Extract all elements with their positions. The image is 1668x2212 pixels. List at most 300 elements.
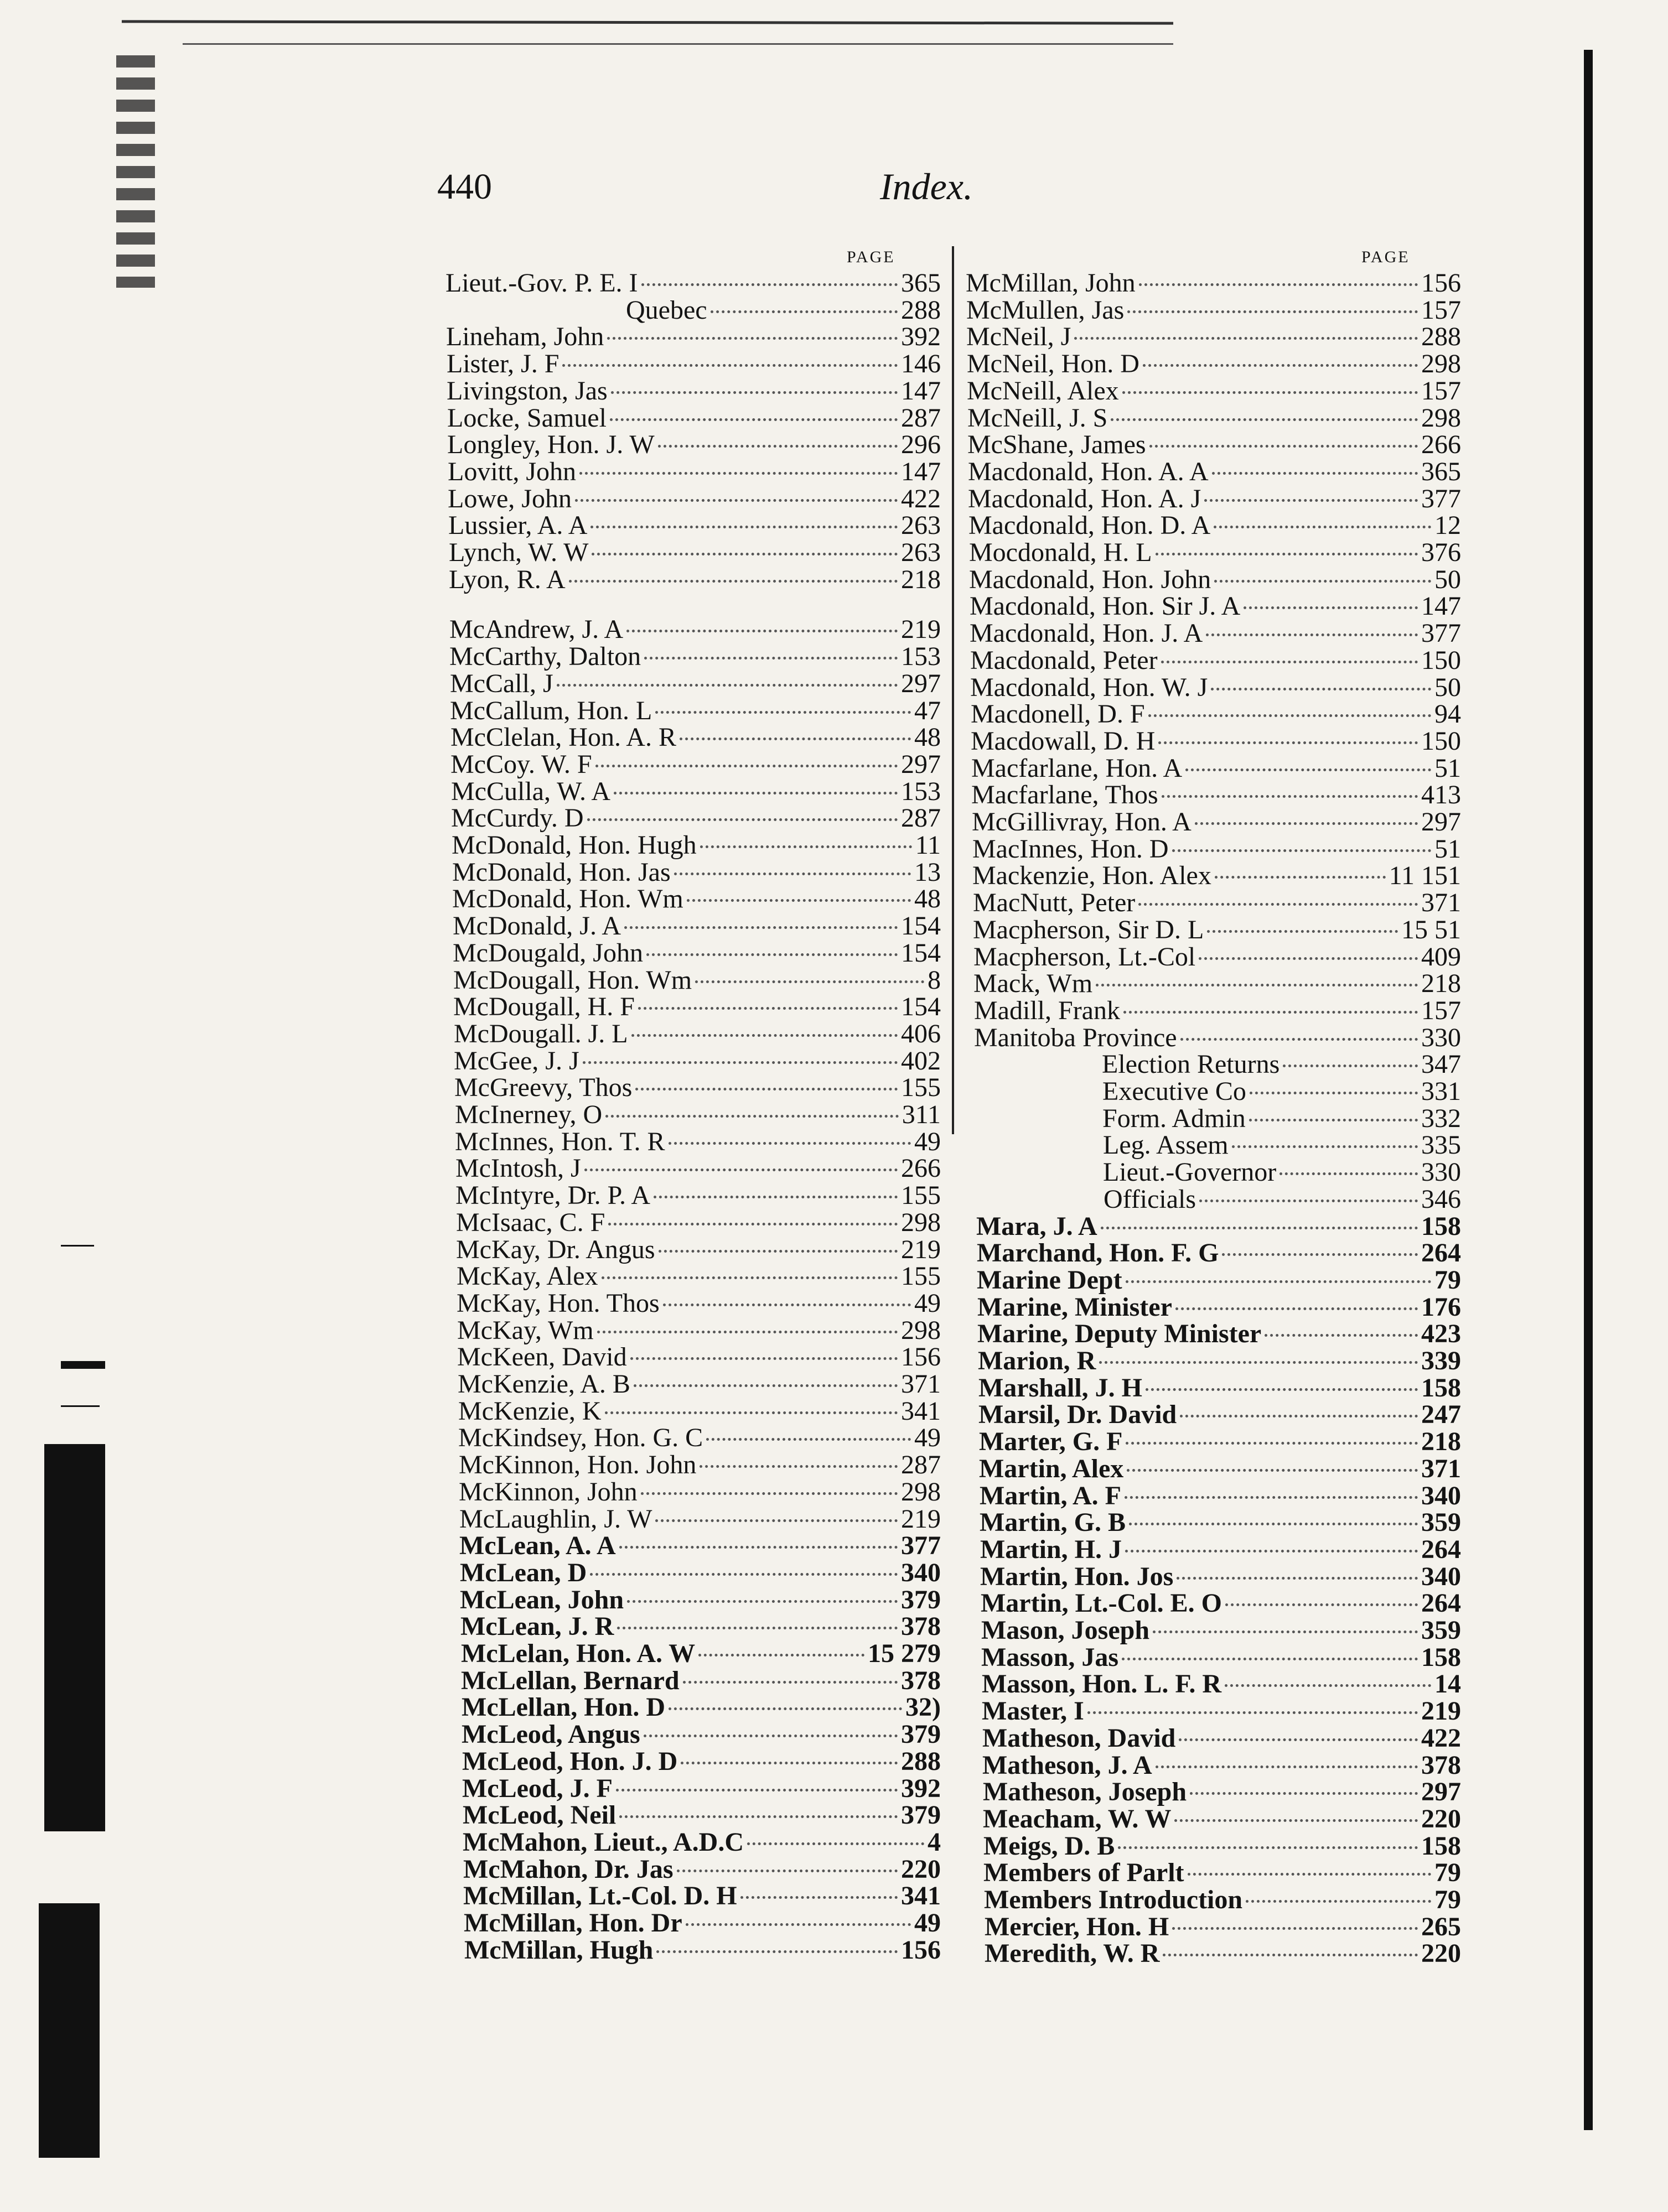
dot-leader [1074, 337, 1418, 340]
index-entry [971, 728, 1461, 755]
index-entry [977, 1240, 1461, 1266]
index-entry [455, 1155, 941, 1182]
index-entry [983, 1860, 1461, 1886]
entry-name: Martin, G. B [980, 1508, 1126, 1538]
index-entry [971, 782, 1461, 808]
index-entry [977, 1267, 1461, 1294]
entry-page-number: 297 [1421, 1777, 1461, 1807]
entry-page-number: 378 [901, 1665, 941, 1695]
index-entry [456, 1209, 941, 1236]
index-entry [967, 432, 1461, 458]
entry-page-number: 340 [1421, 1561, 1461, 1591]
dot-leader [1146, 1388, 1418, 1391]
dot-leader [700, 845, 912, 848]
index-entry [447, 432, 941, 458]
index-entry [464, 1910, 941, 1936]
entry-name: McMillan, Lt.-Col. D. H [463, 1881, 737, 1911]
binding-artifact-top [116, 55, 155, 288]
index-entry [981, 1617, 1461, 1644]
entry-name: McCurdy. D [451, 803, 584, 833]
index-entry [462, 1775, 941, 1802]
entry-name: McMullen, Jas [966, 295, 1125, 325]
dot-leader [1215, 876, 1386, 879]
index-entry [1102, 1105, 1461, 1132]
entry-name: McInerney, O [455, 1100, 603, 1129]
dot-leader [1199, 957, 1418, 960]
entry-page-number: 287 [901, 803, 941, 833]
entry-name: McLeod, Hon. J. D [462, 1746, 678, 1776]
index-entry [968, 486, 1461, 512]
dot-leader [644, 1735, 898, 1737]
entry-name: McDonald, Hon. Wm [452, 884, 683, 914]
index-entry [972, 836, 1461, 863]
index-entry [980, 1561, 1461, 1591]
entry-name: McKindsey, Hon. G. C [458, 1423, 703, 1453]
entry-name: Marion, R [978, 1346, 1096, 1375]
index-entry [457, 1290, 941, 1317]
entry-page-number: 49 [914, 1126, 941, 1156]
entry-name: Macdonald, Hon. A. A [968, 456, 1209, 486]
index-entry [458, 1425, 941, 1451]
index-entry [452, 886, 941, 912]
entry-page-number: 378 [1421, 1750, 1461, 1780]
entry-name: Mocdonald, H. L [969, 538, 1152, 567]
index-entry [972, 863, 1461, 889]
dot-leader [1212, 472, 1418, 475]
dot-leader [1153, 1631, 1418, 1633]
index-entry [1103, 1132, 1461, 1159]
entry-page-number: 218 [1421, 1427, 1461, 1457]
index-entry [461, 1640, 941, 1667]
index-entry [453, 967, 941, 994]
index-entry [977, 1294, 1461, 1321]
entry-page-number: 247 [1421, 1400, 1461, 1430]
dot-leader [683, 1681, 898, 1684]
index-entry [451, 805, 941, 832]
entry-page-number: 150 [1421, 726, 1461, 756]
entry-page-number: 14 [1434, 1669, 1461, 1699]
entry-page-number: 379 [901, 1720, 941, 1749]
entry-name: Masson, Hon. L. F. R [982, 1669, 1221, 1699]
index-entry [973, 970, 1461, 997]
entry-name: Lieut.-Governor [1103, 1157, 1277, 1187]
index-entry [1103, 1159, 1461, 1186]
entry-name: McLellan, Hon. D [462, 1692, 665, 1722]
index-entry [448, 512, 941, 539]
index-entry [447, 405, 941, 432]
entry-name: McKay, Alex [457, 1261, 598, 1291]
index-entry [449, 564, 941, 594]
index-entry [976, 1213, 1461, 1240]
entry-name: Madill, Frank [974, 995, 1120, 1025]
dot-leader [677, 1870, 898, 1872]
entry-name: McMillan, John [966, 268, 1136, 298]
entry-page-number: 155 [901, 1073, 941, 1103]
index-entry [459, 1479, 941, 1505]
entry-name: McNeill, Alex [967, 376, 1119, 406]
dot-leader [740, 1896, 898, 1899]
dot-leader [1190, 1792, 1418, 1795]
index-entry [461, 1665, 941, 1695]
entry-name: McLean, D [460, 1557, 587, 1587]
entry-page-number: 341 [901, 1396, 941, 1426]
entry-page-number: 379 [901, 1585, 941, 1614]
dot-leader [1143, 364, 1418, 367]
dot-leader [1244, 606, 1418, 609]
index-entry [966, 297, 1461, 324]
dot-leader [1111, 418, 1418, 421]
dot-leader [607, 337, 898, 340]
entry-page-number: 8 [928, 965, 941, 995]
entry-name: McLean, A. A [459, 1531, 616, 1561]
entry-name: McDougald, John [453, 938, 643, 968]
entry-page-number: 379 [901, 1800, 941, 1830]
entry-name: Martin, Hon. Jos [980, 1561, 1174, 1591]
index-entry [457, 1263, 941, 1290]
dot-leader [700, 1465, 898, 1468]
index-entry [983, 1779, 1461, 1805]
index-entry [970, 620, 1461, 647]
index-entry [980, 1509, 1461, 1536]
entry-name: McKay, Hon. Thos [457, 1288, 660, 1318]
entry-page-number: 347 [1421, 1050, 1461, 1079]
index-entry [460, 1587, 941, 1613]
index-entry [446, 324, 941, 350]
binding-artifact-middle [44, 1444, 105, 1831]
entry-name: McMillan, Hon. Dr [464, 1908, 682, 1938]
dot-leader [575, 499, 898, 502]
entry-name: Election Returns [1102, 1050, 1280, 1079]
entry-page-number: 263 [901, 511, 941, 541]
dot-leader [1188, 1873, 1431, 1876]
dot-leader [656, 1950, 898, 1953]
entry-name: McNeill, J. S [967, 403, 1108, 433]
dot-leader [681, 1762, 898, 1764]
entry-name: McDonald, J. A [453, 911, 621, 941]
scan-rule-top [122, 20, 1173, 24]
dot-leader [655, 1519, 898, 1522]
index-entry [985, 1940, 1461, 1967]
dot-leader [1156, 553, 1418, 555]
entry-name: Quebec [626, 295, 707, 325]
entry-name: Macfarlane, Hon. A [971, 753, 1183, 783]
dot-leader [605, 1115, 899, 1118]
index-entry [459, 1506, 941, 1533]
entry-page-number: 219 [901, 1234, 941, 1264]
index-entry [966, 324, 1461, 350]
dot-leader [1127, 310, 1418, 313]
index-entry [971, 701, 1461, 728]
entry-name: Marchand, Hon. F. G [977, 1238, 1219, 1268]
dot-leader [674, 873, 911, 875]
entry-page-number: 264 [1421, 1534, 1461, 1564]
dot-leader [1161, 661, 1418, 663]
entry-name: McKenzie, K [458, 1396, 602, 1426]
dot-leader [608, 1223, 898, 1226]
entry-name: Macdonald, Hon. D. A [968, 511, 1211, 541]
index-entry [966, 270, 1461, 297]
entry-name: Marsil, Dr. David [978, 1400, 1177, 1430]
index-entry [459, 1452, 941, 1478]
entry-page-number: 12 [1434, 511, 1461, 541]
entry-page-number: 157 [1421, 995, 1461, 1025]
dot-leader [1156, 1766, 1418, 1768]
entry-page-number: 266 [1421, 430, 1461, 460]
entry-name: McGillivray, Hon. A [972, 807, 1192, 837]
entry-page-number: 50 [1434, 672, 1461, 702]
index-entry [458, 1398, 941, 1425]
index-entry [458, 1371, 941, 1398]
entry-name: McIntyre, Dr. P. A [455, 1181, 650, 1211]
left-column-page-heading: PAGE [847, 248, 895, 266]
entry-name: Locke, Samuel [447, 403, 607, 433]
entry-page-number: 218 [901, 564, 941, 594]
entry-name: Manitoba Province [974, 1022, 1177, 1052]
entry-name: Macdowall, D. H [971, 726, 1156, 756]
entry-page-number: 332 [1421, 1103, 1461, 1133]
entry-name: Matheson, David [982, 1723, 1176, 1753]
index-entry [968, 456, 1461, 486]
dot-leader [698, 1654, 864, 1657]
dot-leader [1096, 984, 1418, 986]
index-entry [973, 944, 1461, 970]
index-entry [449, 616, 941, 643]
entry-page-number: 287 [901, 403, 941, 433]
entry-name: Martin, A. F [980, 1481, 1121, 1510]
index-entry [454, 1021, 941, 1047]
entry-page-number: 378 [901, 1612, 941, 1642]
dot-leader [1126, 1442, 1418, 1445]
dot-leader [1175, 1307, 1418, 1310]
dot-leader [1225, 1603, 1418, 1606]
index-entry [446, 270, 941, 297]
entry-name: MacInnes, Hon. D [972, 834, 1169, 864]
index-entry [971, 755, 1461, 782]
dot-leader [1101, 1227, 1418, 1229]
entry-page-number: 146 [901, 349, 941, 379]
entry-page-number: 298 [1421, 349, 1461, 379]
entry-page-number: 47 [914, 695, 941, 725]
entry-page-number: 287 [901, 1450, 941, 1480]
dot-leader [638, 1007, 898, 1010]
dot-leader [597, 1331, 898, 1333]
entry-name: Macfarlane, Thos [971, 780, 1158, 810]
index-entry [973, 890, 1461, 916]
dot-leader [569, 580, 898, 583]
entry-page-number: 359 [1421, 1616, 1461, 1645]
entry-page-number: 330 [1421, 1157, 1461, 1187]
entry-page-number: 176 [1421, 1292, 1461, 1322]
index-entry [463, 1883, 941, 1909]
index-entry [982, 1752, 1461, 1779]
dot-leader [616, 1789, 898, 1792]
entry-page-number: 297 [901, 749, 941, 779]
entry-page-number: 330 [1421, 1022, 1461, 1052]
entry-page-number: 297 [1421, 807, 1461, 837]
dot-leader [669, 1707, 902, 1710]
index-entry [455, 1126, 941, 1156]
entry-name: Meigs, D. B [983, 1831, 1115, 1861]
entry-name: McLean, John [460, 1585, 624, 1614]
dot-leader [641, 283, 898, 286]
entry-page-number: 371 [1421, 1453, 1461, 1483]
entry-page-number: 298 [901, 1477, 941, 1507]
entry-name: McDougall, H. F [453, 992, 635, 1022]
column-divider [952, 246, 954, 1134]
index-entry [980, 1536, 1461, 1563]
entry-page-number: 32) [905, 1692, 941, 1722]
entry-page-number: 340 [1421, 1481, 1461, 1510]
entry-page-number: 371 [1421, 888, 1461, 918]
dot-leader [627, 1600, 898, 1603]
entry-name: McDougall. J. L [454, 1019, 628, 1048]
dot-leader [1125, 1496, 1418, 1499]
dot-leader [562, 364, 898, 367]
entry-name: McIntosh, J [455, 1154, 581, 1183]
index-entry [450, 751, 941, 778]
dot-leader [1122, 391, 1418, 394]
entry-name: Lieut.-Gov. P. E. I [446, 268, 638, 298]
dot-leader [641, 1492, 898, 1495]
scan-rule-top-secondary [183, 43, 1173, 45]
entry-page-number: 51 [1434, 834, 1461, 864]
entry-name: Macdonell, D. F [971, 699, 1145, 729]
dot-leader [624, 926, 898, 929]
entry-page-number: 11 151 [1389, 861, 1461, 891]
index-entry [456, 1234, 941, 1264]
entry-name: Macpherson, Lt.-Col [973, 942, 1196, 972]
entry-page-number: 158 [1421, 1831, 1461, 1861]
entry-name: McLaughlin, J. W [459, 1504, 652, 1534]
index-entry [970, 674, 1461, 701]
dot-leader [619, 1815, 898, 1818]
dot-leader [646, 953, 898, 956]
entry-page-number: 158 [1421, 1211, 1461, 1241]
index-entry [450, 724, 941, 751]
index-entry [970, 593, 1461, 620]
dot-leader [706, 1438, 911, 1441]
dot-leader [1179, 1738, 1418, 1741]
index-entry [454, 1074, 941, 1101]
dot-leader [1149, 445, 1418, 448]
dot-leader [1195, 822, 1418, 825]
entry-name: McGee, J. J [454, 1046, 579, 1076]
entry-page-number: 158 [1421, 1642, 1461, 1672]
entry-name: Martin, Alex [979, 1453, 1124, 1483]
entry-page-number: 346 [1421, 1184, 1461, 1214]
entry-name: McIsaac, C. F [456, 1207, 605, 1237]
entry-page-number: 48 [914, 723, 941, 752]
entry-page-number: 371 [901, 1369, 941, 1399]
index-entry [972, 809, 1461, 835]
index-entry [457, 1317, 941, 1344]
entry-name: McInnes, Hon. T. R [455, 1126, 665, 1156]
entry-page-number: 79 [1434, 1885, 1461, 1914]
entry-page-number: 422 [901, 484, 941, 513]
dot-leader [654, 1196, 898, 1198]
dot-leader [1214, 580, 1431, 583]
dot-leader [1177, 1577, 1418, 1580]
dot-leader [1125, 1550, 1418, 1552]
entry-page-number: 377 [1421, 484, 1461, 513]
entry-name: McClelan, Hon. A. R [450, 723, 676, 752]
entry-page-number: 359 [1421, 1508, 1461, 1538]
entry-page-number: 150 [1421, 645, 1461, 675]
entry-page-number: 413 [1421, 780, 1461, 810]
index-entry [454, 1048, 941, 1074]
dot-leader [631, 1034, 898, 1037]
entry-name: Macdonald, Peter [970, 645, 1158, 675]
dot-leader [1172, 1927, 1418, 1930]
entry-page-number: 158 [1421, 1373, 1461, 1403]
dot-leader [1126, 1280, 1431, 1283]
index-entry [455, 1182, 941, 1209]
dot-leader [1185, 769, 1431, 771]
index-entry [448, 486, 941, 512]
dot-leader [686, 1923, 911, 1926]
dot-leader [602, 1276, 898, 1279]
entry-page-number: 311 [902, 1100, 941, 1129]
index-entry [626, 297, 941, 324]
entry-page-number: 147 [901, 376, 941, 406]
index-entry [453, 994, 941, 1020]
dot-leader [1087, 1711, 1418, 1714]
entry-name: Mercier, Hon. H [985, 1912, 1169, 1941]
dot-leader [610, 418, 898, 421]
entry-page-number: 423 [1421, 1319, 1461, 1349]
entry-name: Masson, Jas [981, 1642, 1119, 1672]
dot-leader [584, 1169, 898, 1171]
dot-leader [1174, 1819, 1418, 1822]
entry-name: McLellan, Bernard [461, 1665, 680, 1695]
index-entry [464, 1937, 941, 1964]
entry-name: McLelan, Hon. A. W [461, 1639, 696, 1668]
entry-page-number: 331 [1421, 1077, 1461, 1106]
entry-name: McDonald, Hon. Hugh [452, 830, 697, 860]
dot-leader [630, 1357, 898, 1360]
running-head: Index. [880, 165, 973, 207]
index-entry [979, 1429, 1461, 1455]
entry-name: McMahon, Lieut., A.D.C [463, 1827, 744, 1857]
entry-page-number: 154 [901, 992, 941, 1022]
dot-leader [590, 1573, 898, 1576]
entry-page-number: 377 [901, 1531, 941, 1561]
dot-leader [1250, 1092, 1418, 1094]
index-entry [978, 1401, 1461, 1428]
entry-page-number: 154 [901, 938, 941, 968]
index-entry [460, 1557, 941, 1587]
entry-page-number: 409 [1421, 942, 1461, 972]
entry-page-number: 402 [901, 1046, 941, 1076]
dot-leader [669, 1142, 911, 1145]
index-entry [981, 1644, 1461, 1671]
index-entry [982, 1671, 1461, 1697]
dot-leader [1099, 1361, 1418, 1364]
entry-name: Members of Parlt [983, 1858, 1184, 1888]
entry-name: McKay, Wm [457, 1315, 594, 1345]
index-entry [1104, 1186, 1461, 1213]
dot-leader [659, 1250, 898, 1253]
entry-name: Form. Admin [1102, 1103, 1246, 1133]
entry-name: McLeod, J. F [462, 1773, 613, 1803]
entry-page-number: 155 [901, 1261, 941, 1291]
dot-leader [1129, 1523, 1418, 1525]
entry-page-number: 297 [901, 668, 941, 698]
dot-leader [1280, 1172, 1418, 1175]
binding-artifact-mark [61, 1361, 105, 1369]
entry-name: Lyon, R. A [449, 564, 566, 594]
index-entry [967, 405, 1461, 432]
